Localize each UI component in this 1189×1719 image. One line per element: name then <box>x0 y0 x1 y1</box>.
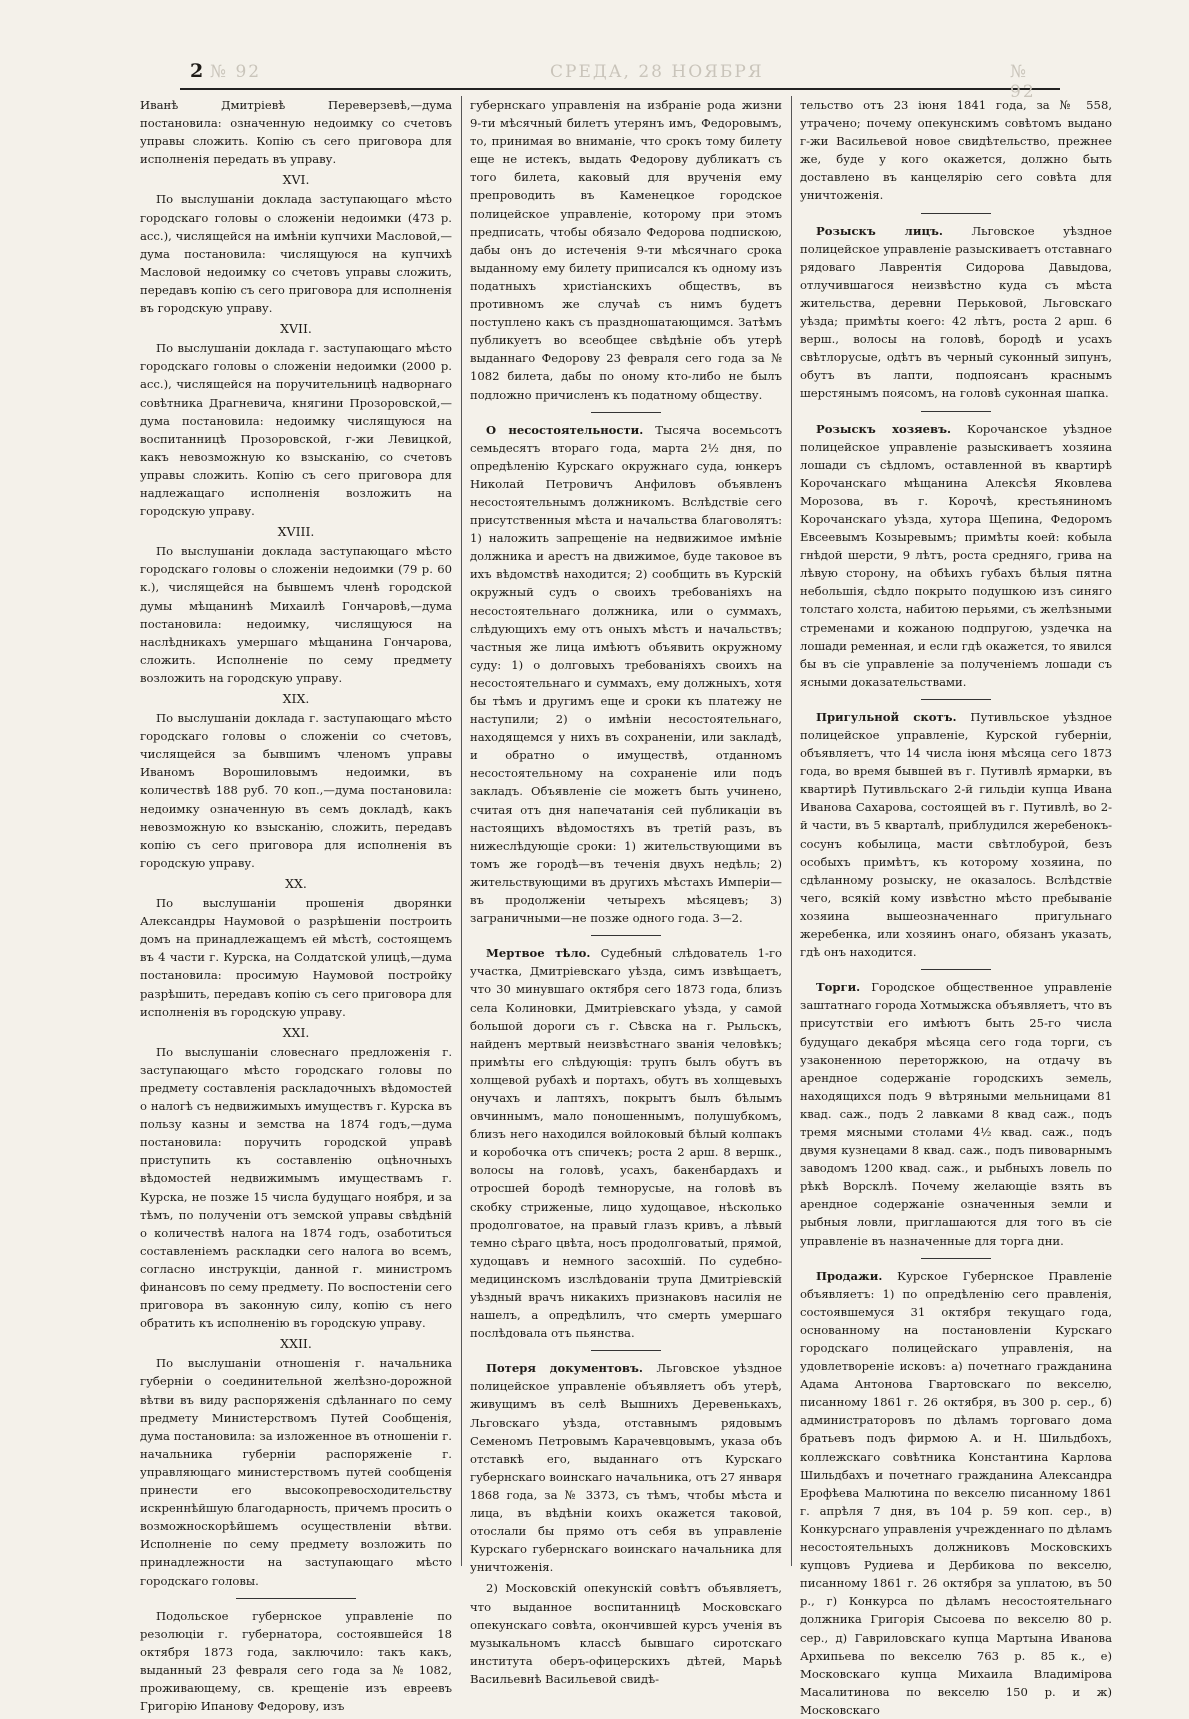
page-number: 2 <box>190 60 204 82</box>
notice-title: Потеря документовъ. <box>486 1361 643 1376</box>
notice-insolvency <box>470 421 782 928</box>
notice-body: Корочанское уѣздное полицейское управленіе разыскиваетъ хозяина лошади съ сѣдломъ, оставленной въ квартирѣ Корочанскаго мѣщанина Алексѣя Яковлева Морозова, въ г. Корочѣ, крестьяниномъ Корочанскаго уѣзда, хутора Щепина, Федоромъ Евсеевымъ Козыревымъ; примѣты коей: кобыла гнѣдой шерсти, 9 лѣтъ, роста средняго, грива на лѣвую сторону, на обѣихъ губахъ бѣлыя пятна небольшія, сѣдло покрыто подушкою изъ синяго толстаго холста, набитою перьями, съ желѣзными стременами и кожаною подпругою, уздечка на лошади ременная, и если гдѣ окажется, то явился бы въ сіе управленіе за полученіемъ лошади съ ясными доказательствами. <box>800 421 1112 689</box>
paragraph-xxi: По выслушаніи словеснаго предложенія г. заступающаго мѣсто городскаго головы по предмету составленія раскладочныхъ вѣдомостей о налогѣ съ недвижимыхъ имуществъ г. Курска въ пользу казны и земства на 1874 годъ,—дума постановила: поручить городской управѣ приступить къ составленію оцѣночныхъ вѣдомостей недвижимымъ имуществамъ г. Курска, не позже 15 числа будущаго ноября, и за тѣмъ, по полученіи отъ земской управы свѣдѣній о количествѣ налога на 1874 годъ, озаботиться составленіемъ раскладки сего налога во всемъ, согласно инструкціи, данной г. министромъ финансовъ по сему предмету. По воспостеніи сего приговора въ законную силу, копію съ него обратить къ исполненію въ городскую управу. <box>140 1044 452 1331</box>
paragraph-continuation: губернскаго управленія на избраніе рода жизни 9-ти мѣсячный билетъ утерянъ имъ, Федоровымъ, то, принимая во вниманіе, что срокъ тому билету еще не истекъ, выдать Федорову дубликатъ съ того билета, каковый для врученія ему препроводить въ Каменецкое городское полицейское управленіе, которому при этомъ предписать, чтобы обязало Федорова подпискою, дабы онъ до истеченія 9-ти мѣсячнаго срока выданному ему билету приписался къ одному изъ податныхъ христіанскихъ обществъ, въ противномъ же случаѣ съ нимъ будетъ поступлено какъ съ праздношатающимся. Затѣмъ публикуетъ во всеобщее свѣдѣніе объ утерѣ выданнаго Федорову 23 февраля сего года за № 1082 билета, дабы по оному кто-либо не былъ подложно причисленъ къ податному обществу. <box>470 98 782 402</box>
paragraph-continuation: Иванѣ Дмитріевѣ Переверзевѣ,—дума постановила: означенную недоимку со счетовъ управы сложить. Копію съ сего приговора для исполненія передать въ управу. <box>140 98 452 167</box>
notice-title: Продажи. <box>816 1268 883 1283</box>
column-2 <box>470 96 783 1686</box>
notice-search-owners <box>800 420 1112 691</box>
notice-body: Путивльское уѣздное полицейское управленіе, Курской губерніи, объявляетъ, что 14 числа іюня мѣсяца сего 1873 года, во время бывшей въ г. Путивлѣ ярмарки, въ квартирѣ Путивльскаго 2-й гильдіи купца Ивана Иванова Сахарова, состоящей въ г. Путивлѣ, во 2-й части, въ 5 кварталѣ, приблудился жеребенокъ-сосунъ кобылица, масти свѣтлобурой, безъ особыхъ примѣтъ, къ которому хозяина, по сдѣланному розыску, не оказалось. Вслѣдствіе чего, всякій кому извѣстно мѣсто пребываніе хозяина вышеозначеннаго пригульнаго жеребенка, или хозяинъ онаго, обязанъ указать, гдѣ онъ находится. <box>800 709 1112 960</box>
section-number-xvii: XVII. <box>280 321 312 337</box>
paragraph-xvii: По выслушаніи доклада г. заступающаго мѣсто городскаго головы о сложеніи недоимки (2000 р. асс.), числящейся на поручительницѣ надворнаго совѣтника Драгневича, княгини Прозоровской,—дума постановила: недоимку числящуюся на воспитанницѣ Прозоровской, г-жи Левицкой, какъ невозможную ко взысканію, со счетовъ управы сложить. Копію съ сего приговора для надлежащаго исполненія возложить на городскую управу. <box>140 341 452 519</box>
column-rule-1 <box>461 96 462 1566</box>
paragraph-xxii: По выслушаніи отношенія г. начальника губерніи о соединительной желѣзно-дорожной вѣтви въ виду распоряженія сдѣланнаго по сему предмету Министерствомъ Путей Сообщенія, дума постановила: за изложенное въ отношеніи г. начальника губерніи распоряженіе г. управляющаго министерствомъ путей сообщенія принести его высокопревосходительству искреннѣйшую благодарность, причемъ просить о возможноскорѣйшемъ осуществленіи вѣтви. Исполненіе по сему предмету возложить по принадлежности на заступающаго мѣсто городскаго головы. <box>140 1356 452 1588</box>
notice-stray-cattle <box>800 708 1112 961</box>
notice-body: Льговское уѣздное полицейское управленіе разыскиваетъ отставнаго рядоваго Лаврентія Сидорова Давыдова, отлучившагося неизвѣстно куда съ мѣста жительства, деревни Перьковой, Льговскаго уѣзда; примѣты коего: 42 лѣтъ, роста 2 арш. 6 верш., волосы на головѣ, бородѣ и усахъ свѣтлорусые, одѣтъ въ черный суконный зипунъ, обутъ въ лапти, подпоясанъ краснымъ шерстянымъ поясомъ, на головѣ суконная шапка. <box>800 223 1113 401</box>
section-number-xxii: XXII. <box>280 1336 312 1352</box>
separator-rule <box>921 213 991 214</box>
paragraph-xviii: По выслушаніи доклада заступающаго мѣсто городскаго головы о сложеніи недоимки (79 р. 60 к.), числящейся на бывшемъ членѣ городской думы мѣщанинѣ Михаилѣ Гончаровѣ,—дума постановила: недоимку, числящуюся на наслѣдникахъ умершаго мѣщанина Гончарова, сложить. Исполненіе по сему предмету возложить на городскую управу. <box>140 544 452 685</box>
section-number-xix: XIX. <box>282 691 310 706</box>
column-1 <box>140 96 452 1714</box>
notice-search-persons <box>800 222 1112 403</box>
paragraph-xix: По выслушаніи доклада г. заступающаго мѣсто городскаго головы о сложеніи со счетовъ, числящейся за бывшимъ членомъ управы Иваномъ Ворошиловымъ недоимки, въ количествѣ 188 руб. 70 коп.,—дума постановила: недоимку означенную въ семъ докладѣ, какъ невозможную ко взысканію, сложить, передавъ копію съ сего приговора для исполненія въ городскую управу. <box>140 711 452 870</box>
paragraph-continuation: тельство отъ 23 іюня 1841 года, за № 558, утрачено; почему опекунскимъ совѣтомъ выдано г-жи Васильевой новое свидѣтельство, прежнее же, буде у кого окажется, должно быть доставлено въ канцелярію сего совѣта для уничтоженія. <box>800 98 1112 203</box>
separator-rule <box>591 412 661 413</box>
paragraph-moscow-council: 2) Московскій опекунскій совѣтъ объявляетъ, что выданное воспитанницѣ Московскаго опекунскаго совѣта, окончившей курсъ ученія въ музыкальномъ классѣ бывшаго сиротскаго института оберъ-офицерскихъ дѣтей, Марьѣ Васильевнѣ Васильевой свидѣ- <box>470 1581 782 1686</box>
paragraph-xvi: По выслушаніи доклада заступающаго мѣсто городскаго головы о сложеніи недоимки (473 р. асс.), числящейся на имѣніи купчихи Масловой,—дума постановила: числящуюся на купчихѣ Масловой недоимку со счетовъ управы сложить, передавъ копію съ сего приговора для исполненія въ городскую управу. <box>140 192 452 316</box>
separator-rule <box>921 411 991 412</box>
notice-title: Розыскъ хозяевъ. <box>816 421 952 436</box>
notice-title: Мертвое тѣло. <box>486 946 591 961</box>
bleed-through-date: СРЕДА, 28 НОЯБРЯ <box>550 62 764 82</box>
section-number-xviii: XVIII. <box>277 524 315 540</box>
notice-lost-documents <box>470 1359 782 1576</box>
separator-rule <box>921 1258 991 1259</box>
page-header <box>180 58 1060 102</box>
separator-rule <box>591 1350 661 1351</box>
notice-body: Тысяча восемьсотъ семьдесятъ втораго года, марта 2½ дня, по опредѣленію Курскаго окружнаго суда, юнкеръ Николай Петровичъ Анфиловъ объявленъ несостоятельнымъ должникомъ. Вслѣдствіе сего присутственныя мѣста и начальства благоволятъ: 1) наложить запрещеніе на недвижимое имѣніе должника и арестъ на движимое, буде таковое въ ихъ вѣдомствѣ находится; 2) сообщить въ Курскій окружный судъ о своихъ требованіяхъ на несостоятельнаго должника, или о суммахъ, слѣдующихъ ему отъ оныхъ мѣстъ и начальствъ; частныя же лица имѣютъ объявить окружному суду: 1) о долговыхъ требованіяхъ своихъ на несостоятельнаго и суммахъ, ему должныхъ, хотя бы тѣмъ и другимъ еще и сроки къ платежу не наступили; 2) о имѣніи несостоятельнаго, находящемся у нихъ въ сохраненіи, или закладѣ, и обратно о имуществѣ, отданномъ несостоятельному на сохраненіе или подъ закладъ. Объявленіе сіе можетъ быть учинено, считая отъ дня напечатанія сей публикаціи въ настоящихъ вѣдомостяхъ въ третій разъ, въ нижеслѣдующіе сроки: 1) жительствующими въ томъ же городѣ—въ теченія двухъ недѣль; 2) жительствующими въ другихъ мѣстахъ Имперіи—въ продолженіи четырехъ мѣсяцевъ; 3) заграничными—не позже одного года. <box>470 422 782 926</box>
notice-title: О несостоятельности. <box>486 422 644 437</box>
notice-title: Розыскъ лицъ. <box>816 223 943 238</box>
separator-rule <box>921 699 991 700</box>
notice-body: Городское общественное управленіе заштатнаго города Хотмыжска объявляетъ, что въ присутствіи его имѣютъ быть 25-го числа будущаго декабря мѣсяца сего года торги, съ узаконенною переторжкою, на отдачу въ арендное содержаніе городскихъ земель, находящихся подъ 9 вѣтряными мельницами 81 квад. саж., подъ 2 лавками 8 квад саж., подъ тремя мясными столами 4½ квад. саж., подъ двумя кузнецами 8 квад. саж., подъ пивоварнымъ заводомъ 1200 квад. саж., и рыбныхъ ловель по рѣкѣ Ворсклѣ. Почему желающіе взять въ арендное содержаніе означенныя земли и рыбныя ловли, приглашаются для того въ сіе управленіе въ назначенные для торга дни. <box>800 980 1112 1248</box>
section-number-xxi: XXI. <box>282 1024 310 1040</box>
separator-rule <box>591 935 661 936</box>
notice-sales <box>800 1267 1112 1719</box>
section-number-xx: XX. <box>285 875 307 891</box>
notice-body: Курское Губернское Правленіе объявляетъ: 1) по опредѣленію сего правленія, состоявшемуся 31 октября текущаго года, основанному на постановленіи Курскаго городскаго полицейскаго управленія, на удовлетвореніе исковъ: а) почетнаго гражданина Адама Антонова Гвартовскаго по векселю, писанному 1861 г. 26 октября, въ 300 р. сер., б) администраторовъ по дѣламъ торговаго дома братьевъ подъ фирмою А. и Н. Шильдбохъ, коллежскаго совѣтника Константина Карлова Шильдбахъ и почетнаго гражданина Александра Ерофѣева Малютина по векселю писанному 1861 г. апрѣля 7 дня, въ 104 р. 59 коп. сер., в) Конкурснаго управленія учрежденнаго по дѣламъ несостоятельныхъ должниковъ Московскихъ купцовъ Рудиева и Дербикова по векселю, писанному 1861 г. 26 октября за уплатою, въ 50 р., г) Конкурса по дѣламъ несостоятельнаго должника Григорія Сысоева по векселю 80 р. сер., д) Гавриловскаго купца Мартына Иванова Архипьева по векселю 763 р. 85 к., е) Московскаго купца Михаила Владимірова Масалитинова по векселю 150 р. и ж) Московскаго <box>800 1268 1113 1717</box>
notice-body: Судебный слѣдователь 1-го участка, Дмитріевскаго уѣзда, симъ извѣщаетъ, что 30 минувшаго октября сего 1873 года, близъ села Колиновки, Дмитріевскаго уѣзда, у самой большой дороги съ г. Сѣвска на г. Рыльскъ, найденъ мертвый неизвѣстнаго званія человѣкъ; примѣты его слѣдующія: трупъ былъ обутъ въ холщевой рубахѣ и портахъ, обутъ въ холщевыхъ онучахъ и лаптяхъ, покрытъ былъ бѣлымъ овчиннымъ, мало поношеннымъ, полушубкомъ, близъ него находился войлоковый бѣлый колпакъ и коробочка отъ спичекъ; роста 2 арш. 8 вершк., волосы на головѣ, усахъ, бакенбардахъ и отросшей бородѣ темнорусые, на головѣ въ скобку стриженые, лицо худощавое, нѣсколько продолговатое, на правый глазъ кривъ, а лѣвый темно сѣраго цвѣта, носъ продолговатый, прямой, худощавъ и немного засохшій. По судебно-медицинскомъ изслѣдованіи трупа Дмитріевскій уѣздный врачъ никакихъ признаковъ насилія не нашелъ, а опредѣлилъ, что смерть умершаго послѣдовала отъ пьянства. <box>470 946 783 1341</box>
notice-auctions <box>800 978 1112 1249</box>
separator-rule <box>236 1598 356 1599</box>
column-3 <box>800 96 1113 1717</box>
section-number-xvi: XVI. <box>282 172 310 188</box>
paragraph-xx: По выслушаніи прошенія дворянки Александры Наумовой о разрѣшеніи построить домъ на принадлежащемъ ей мѣстѣ, состоящемъ въ 4 части г. Курска, на Солдатской улицѣ,—дума постановила: просимую Наумовой постройку разрѣшить, передавъ копію съ сего приговора для исполненія въ городскую управу. <box>140 896 452 1019</box>
paragraph-podolsk: Подольское губернское управленіе по резолюціи г. губернатора, состоявшейся 18 октября 1873 года, заключило: такъ какъ, выданный 23 февраля сего года за № 1082, проживающему, св. крещеніе изъ евреевъ Григорію Ипанову Федорову, изъ <box>140 1608 452 1714</box>
notice-title: Торги. <box>816 980 861 995</box>
separator-rule <box>921 969 991 970</box>
bleed-through-issue-right: № 92 <box>1010 62 1036 102</box>
notice-body: Льговское уѣздное полицейское управленіе объявляетъ объ утерѣ, живущимъ въ селѣ Вышнихъ Деревенькахъ, Льговскаго уѣзда, отставнымъ рядовымъ Семеномъ Петровымъ Карачевцовымъ, указа объ отставкѣ его, выданнаго отъ Курскаго губернскаго воинскаго начальника, отъ 27 января 1868 года, за № 3373, съ тѣмъ, чтобы мѣста и лица, въ вѣдѣніи коихъ окажется таковой, отослали бы прямо отъ себя въ управленіе Курскаго губернскаго воинскаго начальника для уничтоженія. <box>470 1361 782 1575</box>
bleed-through-issue-left: № 92 <box>210 62 262 82</box>
notice-dead-body <box>470 944 782 1342</box>
notice-number: 3—2. <box>712 911 743 926</box>
notice-title: Пригульной скотъ. <box>816 709 957 724</box>
column-rule-2 <box>791 96 792 1566</box>
